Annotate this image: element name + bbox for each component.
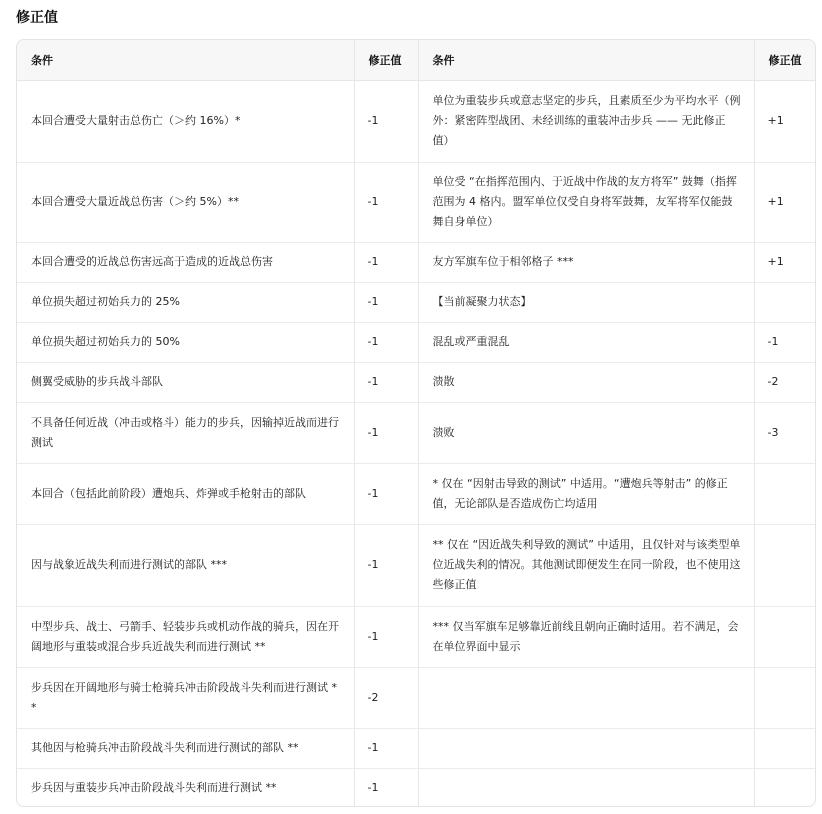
modifier-left-cell: -1 — [354, 282, 418, 322]
modifier-table-container — [16, 39, 816, 807]
table-row — [17, 282, 816, 322]
modifier-left-cell: -1 — [354, 768, 418, 807]
condition-right-cell — [418, 768, 754, 807]
modifier-right-cell: -1 — [754, 322, 816, 362]
table-row — [17, 162, 816, 242]
condition-left-cell: 中型步兵、战士、弓箭手、轻装步兵或机动作战的骑兵，因在开阔地形与重装或混合步兵近战失利而进行测试 ** — [17, 606, 354, 667]
table-row — [17, 402, 816, 463]
condition-right-cell: * 仅在 “因射击导致的测试” 中适用。“遭炮兵等射击” 的修正值，无论部队是否造成伤亡均适用 — [418, 463, 754, 524]
condition-right-cell: 友方军旗车位于相邻格子 *** — [418, 242, 754, 282]
modifier-left-cell: -1 — [354, 162, 418, 242]
table-row — [17, 463, 816, 524]
modifier-left-cell: -1 — [354, 242, 418, 282]
condition-left-cell: 步兵因与重装步兵冲击阶段战斗失利而进行测试 ** — [17, 768, 354, 807]
condition-left-cell: 因与战象近战失利而进行测试的部队 *** — [17, 524, 354, 606]
modifier-right-cell — [754, 667, 816, 728]
condition-right-cell — [418, 667, 754, 728]
condition-left-cell: 步兵因在开阔地形与骑士枪骑兵冲击阶段战斗失利而进行测试 ** — [17, 667, 354, 728]
modifier-left-cell: -1 — [354, 80, 418, 162]
modifier-left-cell: -1 — [354, 402, 418, 463]
table-row — [17, 524, 816, 606]
condition-left-cell: 单位损失超过初始兵力的 50% — [17, 322, 354, 362]
modifier-right-cell — [754, 524, 816, 606]
condition-right-cell — [418, 728, 754, 768]
table-row — [17, 322, 816, 362]
condition-left-cell: 本回合（包括此前阶段）遭炮兵、炸弹或手枪射击的部队 — [17, 463, 354, 524]
condition-right-cell: 单位为重装步兵或意志坚定的步兵，且素质至少为平均水平（例外：紧密阵型战团、未经训练的重装冲击步兵 —— 无此修正值） — [418, 80, 754, 162]
table-row — [17, 80, 816, 162]
condition-right-cell: 混乱或严重混乱 — [418, 322, 754, 362]
modifier-right-cell: +1 — [754, 242, 816, 282]
condition-right-cell: ** 仅在 “因近战失利导致的测试” 中适用，且仅针对与该类型单位近战失利的情况。其他测试即便发生在同一阶段，也不使用这些修正值 — [418, 524, 754, 606]
modifier-right-cell: -3 — [754, 402, 816, 463]
table-row — [17, 728, 816, 768]
condition-left-cell: 侧翼受威胁的步兵战斗部队 — [17, 362, 354, 402]
modifier-right-cell: +1 — [754, 80, 816, 162]
condition-left-cell: 本回合遭受大量近战总伤害（＞约 5%）** — [17, 162, 354, 242]
header-condition-left: 条件 — [17, 40, 354, 80]
modifier-right-cell: +1 — [754, 162, 816, 242]
modifier-right-cell — [754, 768, 816, 807]
table-row — [17, 242, 816, 282]
condition-left-cell: 本回合遭受大量射击总伤亡（＞约 16%）* — [17, 80, 354, 162]
modifier-left-cell: -1 — [354, 524, 418, 606]
condition-right-cell: 溃败 — [418, 402, 754, 463]
condition-right-cell: 单位受 “在指挥范围内、于近战中作战的友方将军” 鼓舞（指挥范围为 4 格内。盟军单位仅受自身将军鼓舞，友军将军仅能鼓舞自身单位） — [418, 162, 754, 242]
table-row — [17, 768, 816, 807]
table-row — [17, 362, 816, 402]
modifier-right-cell — [754, 606, 816, 667]
modifier-left-cell: -2 — [354, 667, 418, 728]
modifier-left-cell: -1 — [354, 322, 418, 362]
modifier-table — [17, 40, 816, 807]
table-header-row — [17, 40, 816, 80]
modifier-left-cell: -1 — [354, 362, 418, 402]
page-title: 修正值 — [16, 10, 58, 26]
modifier-left-cell: -1 — [354, 606, 418, 667]
modifier-left-cell: -1 — [354, 728, 418, 768]
condition-right-cell: 溃散 — [418, 362, 754, 402]
condition-left-cell: 本回合遭受的近战总伤害远高于造成的近战总伤害 — [17, 242, 354, 282]
condition-left-cell: 不具备任何近战（冲击或格斗）能力的步兵，因输掉近战而进行测试 — [17, 402, 354, 463]
condition-right-cell: *** 仅当军旗车足够靠近前线且朝向正确时适用。若不满足，会在单位界面中显示 — [418, 606, 754, 667]
condition-right-cell: 【当前凝聚力状态】 — [418, 282, 754, 322]
condition-left-cell: 单位损失超过初始兵力的 25% — [17, 282, 354, 322]
modifier-right-cell — [754, 463, 816, 524]
header-modifier-right: 修正值 — [754, 40, 816, 80]
header-modifier-left: 修正值 — [354, 40, 418, 80]
modifier-right-cell — [754, 728, 816, 768]
header-condition-right: 条件 — [418, 40, 754, 80]
modifier-right-cell — [754, 282, 816, 322]
table-row — [17, 606, 816, 667]
modifier-right-cell: -2 — [754, 362, 816, 402]
table-row — [17, 667, 816, 728]
modifier-left-cell: -1 — [354, 463, 418, 524]
condition-left-cell: 其他因与枪骑兵冲击阶段战斗失利而进行测试的部队 ** — [17, 728, 354, 768]
